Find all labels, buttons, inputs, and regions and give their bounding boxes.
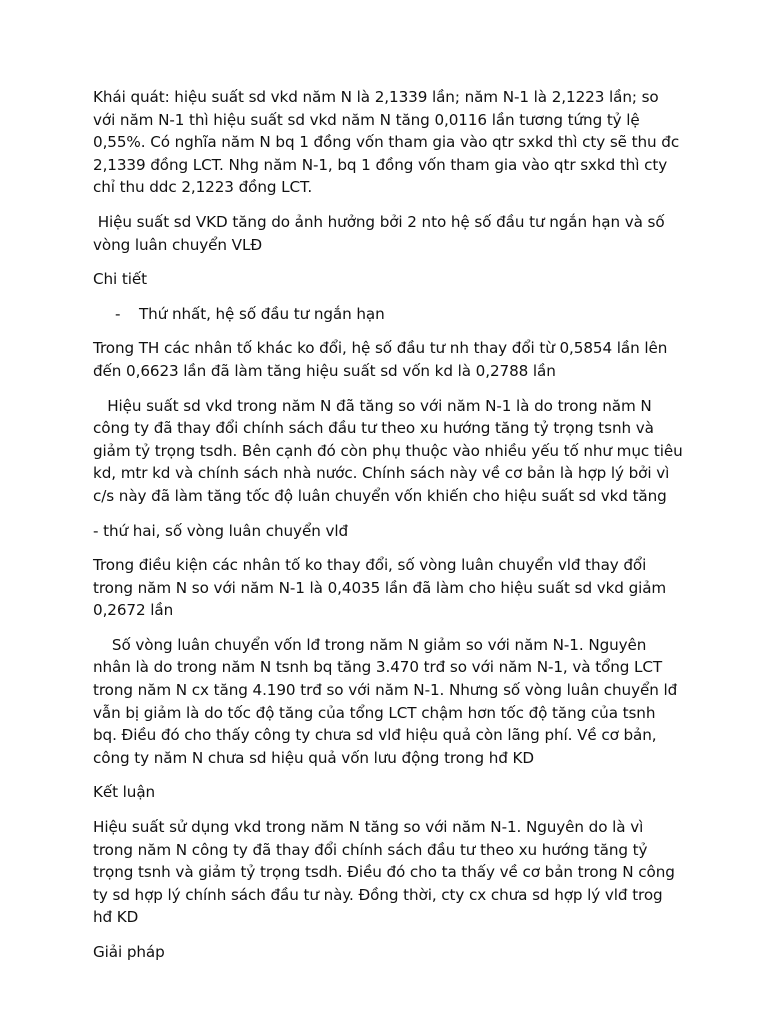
paragraph-overview: Khái quát: hiệu suất sd vkd năm N là 2,1339 lần; năm N-1 là 2,1223 lần; so với năm N-1 thì hiệu suất sd vkd năm N tăng 0,0116 lần tương tứng tỷ lệ 0,55%. Có nghĩa năm N bq 1 đồng vốn tham gia vào qtr sxkd thì cty sẽ thu đc 2,1339 đồng LCT. Nhg năm N-1, bq 1 đồng vốn tham gia vào qtr sxkd thì cty chỉ thu ddc 2,1223 đồng LCT. — [93, 88, 680, 197]
heading-solutions: Giải pháp — [93, 943, 165, 961]
paragraph-second-factor: - thứ hai, số vòng luân chuyển vlđ — [93, 521, 348, 540]
heading-conclusion: Kết luận — [93, 783, 156, 802]
paragraph-conclusion: Hiệu suất sử dụng vkd trong năm N tăng so với năm N-1. Nguyên do là vì trong năm N công ty đã thay đổi chính sách đầu tư theo xu hướng tăng tỷ trọng tsnh và giảm tỷ trọng tsdh. Điều đó cho ta thấy về cơ bản trong N công ty sd hợp lý chính sách đầu tư này. Đồng thời, cty cx chưa sd hợp lý vlđ trog hđ KD — [93, 818, 675, 927]
paragraph-short-term-coefficient: Trong TH các nhân tố khác ko đổi, hệ số đầu tư nh thay đổi từ 0,5854 lần lên đến 0,6623 lần đã làm tăng hiệu suất sd vốn kd là 0,2788 lần — [93, 339, 668, 380]
paragraph-efficiency-reason: Hiệu suất sd vkd trong năm N đã tăng so với năm N-1 là do trong năm N công ty đã thay đổi chính sách đầu tư theo xu hướng tăng tỷ trọng tsnh và giảm tỷ trọng tsdh. Bên cạnh đó còn phụ thuộc vào nhiều yếu tố như mục tiêu kd, mtr kd và chính sách nhà nước. Chính sách này về cơ bản là hợp lý bởi vì c/s này đã làm tăng tốc độ luân chuyển vốn khiến cho hiệu suất sd vkd tăng — [93, 396, 688, 505]
paragraph-factors: Hiệu suất sd VKD tăng do ảnh hưởng bởi 2 nto hệ số đầu tư ngắn hạn và số vòng luân chuyển VLĐ — [93, 212, 670, 254]
paragraph-turnover-reason: Số vòng luân chuyển vốn lđ trong năm N giảm so với năm N-1. Nguyên nhân là do trong năm N tsnh bq tăng 3.470 trđ so với năm N-1, và tổng LCT trong năm N cx tăng 4.190 trđ so với năm N-1. Nhưng số vòng luân chuyển lđ vẫn bị giảm là do tốc độ tăng của tổng LCT chậm hơn tốc độ tăng của tsnh bq. Điều đó cho thấy công ty chưa sd vlđ hiệu quả còn lãng phí. Về cơ bản, công ty năm N chưa sd hiệu quả vốn lưu động trong hđ KD — [93, 635, 682, 767]
heading-details: Chi tiết — [93, 270, 147, 289]
bullet-dash: - — [115, 304, 121, 323]
document-page — [93, 86, 688, 976]
bullet-text-first: Thứ nhất, hệ số đầu tư ngắn hạn — [139, 304, 385, 323]
paragraph-turnover-change: Trong điều kiện các nhân tố ko thay đổi, số vòng luân chuyển vlđ thay đổi trong năm N so với năm N-1 là 0,4035 lần đã làm cho hiệu suất sd vkd giảm 0,2672 lần — [93, 556, 667, 620]
bullet-item-first — [115, 303, 683, 326]
